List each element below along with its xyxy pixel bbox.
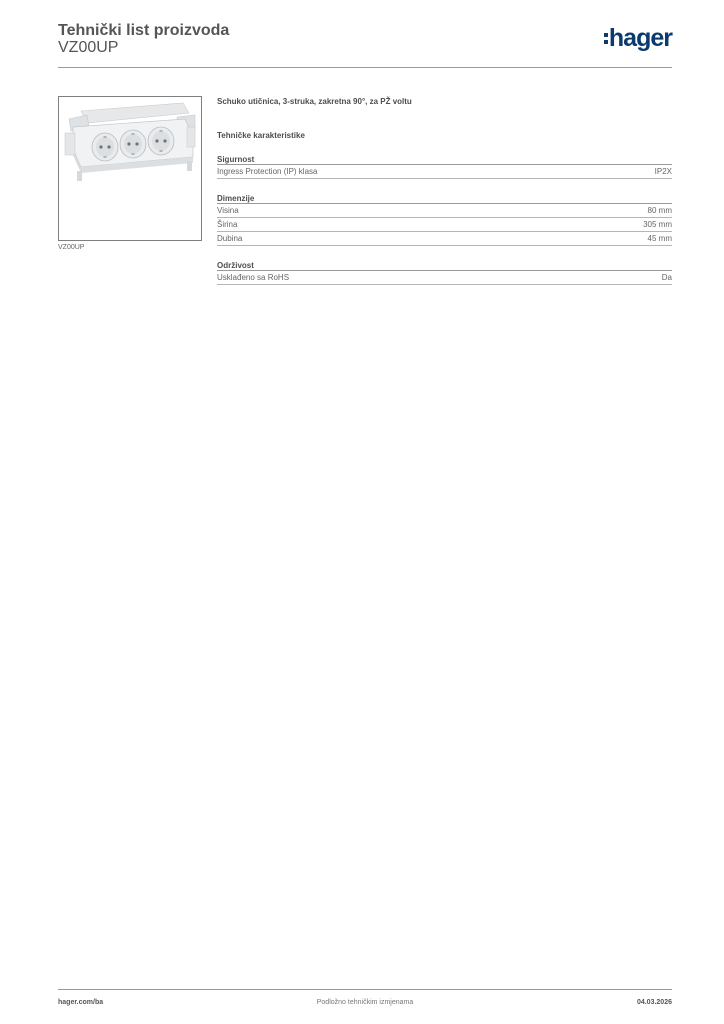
- product-code: VZ00UP: [58, 39, 119, 56]
- footer-notice: Podložno tehničkim izmjenama: [316, 999, 414, 1006]
- spec-group-dimensions: [217, 193, 672, 246]
- product-description: Schuko utičnica, 3-struka, zakretna 90°, za PŽ voltu: [217, 97, 412, 106]
- spec-content: [217, 96, 672, 285]
- section-title: Tehničke karakteristike: [217, 131, 305, 140]
- spec-value: 45 mm: [647, 234, 672, 243]
- group-title: Održivost: [217, 260, 672, 271]
- spec-row: [217, 232, 672, 246]
- image-caption: VZ00UP: [58, 244, 85, 251]
- spec-label: Dubina: [217, 234, 243, 243]
- spec-label: Visina: [217, 206, 239, 215]
- spec-value: Da: [661, 273, 672, 282]
- spec-label: Ingress Protection (IP) klasa: [217, 167, 318, 176]
- spec-group-safety: [217, 154, 672, 179]
- spec-group-sustainability: [217, 260, 672, 285]
- page-header: [58, 20, 672, 68]
- footer-date: 04.03.2026: [636, 999, 672, 1006]
- spec-row: [217, 165, 672, 179]
- spec-value: 305 mm: [643, 220, 672, 229]
- logo-wordmark: hager: [608, 24, 672, 52]
- triple-schuko-socket-image: [59, 97, 201, 240]
- spec-value: 80 mm: [647, 206, 672, 215]
- spec-label: Širina: [217, 220, 238, 229]
- group-title: Dimenzije: [217, 193, 672, 204]
- hager-logo: [604, 26, 672, 51]
- spec-row: [217, 271, 672, 285]
- footer-website: hager.com/ba: [58, 999, 104, 1006]
- spec-label: Usklađeno sa RoHS: [217, 273, 290, 282]
- product-image: [58, 96, 202, 241]
- spec-value: IP2X: [654, 167, 672, 176]
- spec-row: [217, 218, 672, 232]
- logo-colon-icon: [604, 33, 608, 44]
- page-footer: [58, 989, 672, 1011]
- page-title: Tehnički list proizvoda: [58, 22, 230, 39]
- group-title: Sigurnost: [217, 154, 672, 165]
- spec-row: [217, 204, 672, 218]
